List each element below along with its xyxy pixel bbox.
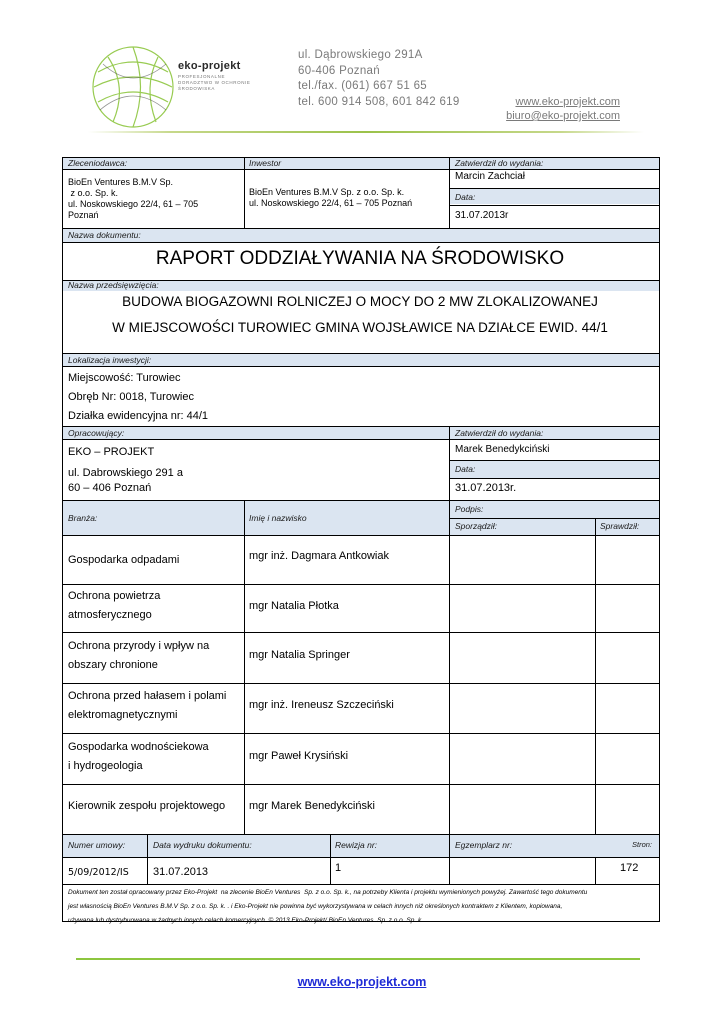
author-name-cell: mgr inż. Ireneusz Szczeciński bbox=[249, 699, 394, 711]
copy-label: Egzemplarz nr: bbox=[455, 840, 513, 850]
footnote-line: używana lub dystrybuowana w żadnych innych celach komercyjnych. © 2013 Eko-Projekt/ BioEn Ventures Sp. z o.o. Sp. k. bbox=[68, 917, 424, 924]
investor-line: BioEn Ventures B.M.V Sp. z o.o. Sp. k. bbox=[249, 187, 405, 197]
divider bbox=[147, 835, 148, 884]
document-title: RAPORT ODDZIAŁYWANIA NA ŚRODOWISKO bbox=[155, 248, 565, 269]
project-line: W MIEJSCOWOŚCI TUROWIEC GMINA WOJSŁAWICE NA DZIAŁCE EWID. 44/1 bbox=[112, 320, 608, 335]
branch-cell: Kierownik zespołu projektowego bbox=[68, 800, 226, 812]
divider bbox=[330, 835, 331, 884]
prepared-col-header: Sporządził: bbox=[455, 521, 498, 531]
table-row bbox=[68, 687, 226, 725]
header-divider bbox=[88, 131, 644, 133]
approver-name: Marcin Zachciał bbox=[455, 171, 526, 182]
email-link[interactable]: biuro@eko-projekt.com bbox=[506, 110, 620, 122]
divider bbox=[449, 478, 659, 479]
project-label: Nazwa przedsięwzięcia: bbox=[68, 280, 159, 290]
approval-label: Zatwierdził do wydania: bbox=[455, 158, 544, 168]
divider bbox=[63, 535, 659, 536]
address-line: tel. 600 914 508, 601 842 619 bbox=[298, 95, 460, 108]
divider bbox=[595, 518, 596, 834]
divider bbox=[449, 205, 659, 206]
project-name bbox=[63, 289, 657, 341]
author-name-cell: mgr inż. Dagmara Antkowiak bbox=[249, 550, 389, 562]
project-line: BUDOWA BIOGAZOWNI ROLNICZEJ O MOCY DO 2 MW ZLOKALIZOWANEJ bbox=[122, 294, 598, 309]
branch-cell: i hydrogeologia bbox=[68, 760, 143, 772]
page-count: 172 bbox=[620, 862, 639, 874]
approval2-label: Zatwierdził do wydania: bbox=[455, 428, 544, 438]
footnote-line: Dokument ten został opracowany przez Eko-Projekt na zlecenie BioEn Ventures Sp. z o.o. Sp. k., na potrzeby Klienta i projektu wymienionych powyżej. Zawartość tego dokumentu bbox=[68, 889, 588, 896]
table-row bbox=[68, 637, 209, 675]
divider bbox=[244, 158, 245, 228]
table-row bbox=[68, 797, 225, 816]
location-info bbox=[68, 369, 208, 426]
address-line: tel./fax. (061) 667 51 65 bbox=[298, 80, 427, 92]
footer-website-link[interactable]: www.eko-projekt.com bbox=[297, 975, 427, 989]
approval2-date: 31.07.2013r. bbox=[455, 482, 517, 494]
revision-number: 1 bbox=[335, 862, 342, 874]
divider bbox=[63, 683, 659, 684]
location-line: Działka ewidencyjna nr: 44/1 bbox=[68, 410, 209, 422]
header-shade bbox=[450, 461, 659, 478]
divider bbox=[63, 857, 659, 858]
header-shade bbox=[63, 427, 659, 439]
divider bbox=[449, 835, 450, 884]
address-line: ul. Dąbrowskiego 291A bbox=[298, 49, 423, 61]
legal-footnote bbox=[68, 886, 658, 928]
doc-name-label: Nazwa dokumentu: bbox=[68, 230, 141, 240]
table-row bbox=[68, 551, 179, 570]
revision-label: Rewizja nr: bbox=[335, 840, 378, 850]
footer-divider bbox=[76, 958, 640, 960]
header-shade bbox=[63, 229, 659, 242]
approver2-name: Marek Benedykciński bbox=[455, 444, 550, 455]
investor-info bbox=[249, 187, 412, 209]
header-contacts bbox=[506, 95, 620, 123]
name-col-header: Imię i nazwisko bbox=[249, 513, 307, 523]
print-date: 31.07.2013 bbox=[153, 866, 209, 878]
checked-col-header: Sprawdził: bbox=[600, 521, 640, 531]
signature-col-header: Podpis: bbox=[455, 504, 484, 514]
header-shade bbox=[63, 354, 659, 366]
footnote-line: jest własnością BioEn Ventures B.M.V Sp. z o.o. Sp. k. . i Eko-Projekt nie powinna być wykorzystywana w celach innych niż określonych kontraktem z Klientem, kopiowana, bbox=[68, 903, 563, 910]
prepared-label: Opracowujący: bbox=[68, 428, 125, 438]
author-name-cell: mgr Natalia Płotka bbox=[249, 600, 339, 612]
author-name-cell: mgr Marek Benedykciński bbox=[249, 800, 375, 812]
location-label: Lokalizacja inwestycji: bbox=[68, 355, 152, 365]
branch-col-header: Branża: bbox=[68, 513, 98, 523]
prepared-line: 60 – 406 Poznań bbox=[68, 482, 152, 494]
header-shade bbox=[450, 189, 659, 204]
divider bbox=[449, 518, 659, 519]
prepared-line: EKO – PROJEKT bbox=[68, 446, 155, 458]
divider bbox=[63, 733, 659, 734]
header-shade bbox=[63, 158, 659, 169]
divider bbox=[63, 169, 659, 170]
divider bbox=[63, 632, 659, 633]
branch-cell: elektromagnetycznymi bbox=[68, 709, 178, 721]
logo-subtitle: PROFESJONALNE DORADZTWO W OCHRONIE ŚRODOWISKA bbox=[178, 74, 251, 91]
branch-cell: Ochrona powietrza bbox=[68, 590, 161, 602]
address-line: 60-406 Poznań bbox=[298, 64, 380, 77]
author-name-cell: mgr Natalia Springer bbox=[249, 649, 350, 661]
divider bbox=[63, 439, 659, 440]
approval-date: 31.07.2013r bbox=[455, 210, 509, 221]
location-line: Miejscowość: Turowiec bbox=[68, 372, 181, 384]
branch-cell: Gospodarka odpadami bbox=[68, 554, 180, 566]
date-label: Data: bbox=[455, 192, 476, 202]
pages-label: Stron: bbox=[632, 840, 653, 849]
client-line: z o.o. Sp. k. bbox=[68, 188, 119, 198]
company-address bbox=[298, 48, 460, 110]
contract-label: Numer umowy: bbox=[68, 840, 126, 850]
website-link[interactable]: www.eko-projekt.com bbox=[515, 96, 620, 108]
prepared-info bbox=[68, 445, 183, 496]
client-line: Poznań bbox=[68, 210, 99, 220]
divider bbox=[63, 242, 659, 243]
client-line: BioEn Ventures B.M.V Sp. bbox=[68, 177, 174, 187]
investor-line: ul. Noskowskiego 22/4, 61 – 705 Poznań bbox=[249, 198, 413, 208]
table-row bbox=[68, 587, 160, 625]
divider bbox=[63, 584, 659, 585]
table-row bbox=[68, 738, 209, 776]
location-line: Obręb Nr: 0018, Turowiec bbox=[68, 391, 194, 403]
client-line: ul. Noskowskiego 22/4, 61 – 705 bbox=[68, 199, 199, 209]
branch-cell: Ochrona przyrody i wpływ na bbox=[68, 640, 210, 652]
investor-label: Inwestor bbox=[249, 158, 282, 168]
branch-cell: Gospodarka wodnościekowa bbox=[68, 741, 209, 753]
client-info bbox=[68, 177, 198, 221]
author-name-cell: mgr Paweł Krysiński bbox=[249, 750, 349, 762]
divider bbox=[63, 366, 659, 367]
print-date-label: Data wydruku dokumentu: bbox=[153, 840, 252, 850]
contract-number: 5/09/2012/IS bbox=[68, 867, 129, 878]
branch-cell: obszary chronione bbox=[68, 659, 158, 671]
divider bbox=[63, 784, 659, 785]
divider bbox=[595, 857, 596, 884]
branch-cell: atmosferycznego bbox=[68, 609, 152, 621]
date2-label: Data: bbox=[455, 464, 476, 474]
branch-cell: Ochrona przed hałasem i polami bbox=[68, 690, 227, 702]
client-label: Zleceniodawca: bbox=[68, 158, 128, 168]
prepared-line: ul. Dabrowskiego 291 a bbox=[68, 467, 183, 479]
logo-text: eko-projekt bbox=[178, 60, 241, 72]
